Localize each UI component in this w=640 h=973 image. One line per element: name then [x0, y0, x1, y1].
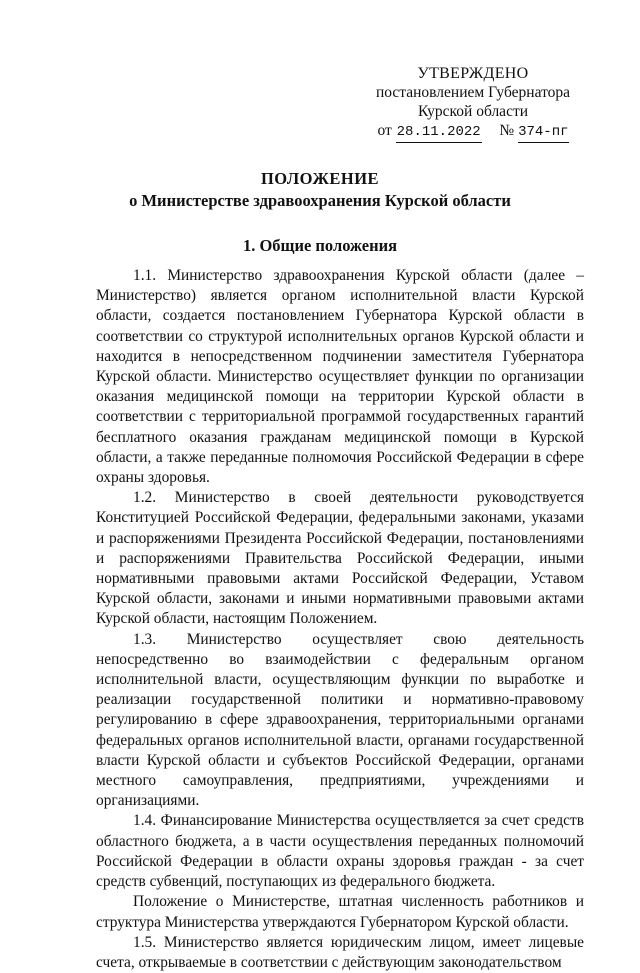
date-prefix: от — [377, 122, 392, 139]
document-title — [0, 168, 640, 212]
paragraph-1-4: 1.4. Финансирование Министерства осуществляется за счет средств областного бюджета, а в части осуществления переданных полномочий Российской Федерации в области охраны здоровья граждан - за счет средств субвенций, поступающих из федерального бюджета. — [96, 812, 584, 891]
approval-heading: УТВЕРЖДЕНО — [417, 65, 529, 82]
number-field — [518, 121, 568, 143]
approval-line-1: постановлением Губернатора — [375, 84, 571, 101]
paragraph-1-2: 1.2. Министерство в своей деятельности руководствуется Конституцией Российской Федерации, федеральными законами, указами и распоряжениями Президента Российской Федерации, постановлениями и распоряжениями Правительства Российской Федерации, иными нормативными правовыми актами Российской Федерации, Уставом Курской области, законами и иными нормативными правовыми актами Курской области, настоящим Положением. — [96, 489, 584, 628]
approval-date-line — [368, 121, 578, 143]
section-heading: 1. Общие положения — [242, 236, 398, 255]
number-value: 374-пг — [518, 124, 569, 140]
title-line-2: о Министерстве здравоохранения Курской области — [129, 191, 511, 210]
number-prefix: № — [499, 122, 515, 139]
title-line-1: ПОЛОЖЕНИЕ — [260, 169, 380, 188]
approval-stamp — [368, 64, 578, 143]
date-value: 28.11.2022 — [396, 124, 481, 140]
paragraph-1-1: 1.1. Министерство здравоохранения Курской области (далее – Министерство) является органом исполнительной власти Курской области, создается постановлением Губернатора Курской области в соответствии со структурой исполнительных органов Курской области и находится в непосредственном подчинении заместителя Губернатора Курской области. Министерство осуществляет функции по организации оказания медицинской помощи на территории Курской области в соответствии с территориальной программой государственных гарантий бесплатного оказания гражданам медицинской помощи в Курской области, а также переданные полномочия Российской Федерации в сфере охраны здоровья. — [96, 267, 584, 487]
paragraph-1-3: 1.3. Министерство осуществляет свою деятельность непосредственно во взаимодействии с федеральным органом исполнительной власти, осуществляющим функции по выработке и реализации государственной политики и нормативно-правовому регулированию в сфере здравоохранения, территориальными органами федеральных органов исполнительной власти, органами государственной власти Курской области и субъектов Российской Федерации, органами местного самоуправления, предприятиями, учреждениями и организациями. — [96, 630, 584, 810]
paragraph-1-5: 1.5. Министерство является юридическим лицом, имеет лицевые счета, открываемые в соответствии с действующим законодательством — [96, 933, 584, 971]
paragraph-approval: Положение о Министерстве, штатная численность работников и структура Министерства утверждаются Губернатором Курской области. — [96, 893, 584, 931]
date-field — [396, 121, 482, 143]
document-body — [96, 266, 584, 973]
approval-line-2: Курской области — [417, 103, 529, 120]
